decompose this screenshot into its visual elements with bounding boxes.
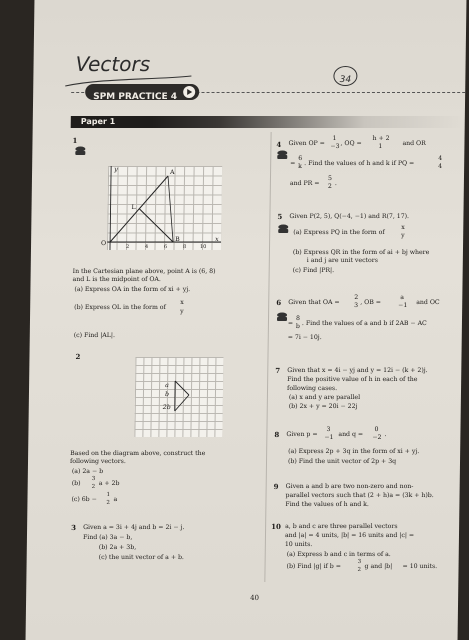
- q4-pq-top: 4: [438, 155, 443, 162]
- q7-part-a: (a) x and y are parallel: [288, 394, 361, 401]
- q2-label-b: b: [164, 391, 169, 398]
- q5-part-a: (a) Express PQ in the form of: [293, 229, 385, 236]
- q9-line2: parallel vectors such that (2 + h)a = (3k + h)b.: [285, 492, 434, 499]
- q4-line3b: .: [334, 180, 337, 187]
- q10-line3: 10 units.: [284, 541, 313, 548]
- q4-line2b: . Find the values of h and k if PQ =: [304, 160, 415, 167]
- q2-part-c-frac-top: 1: [106, 492, 111, 498]
- q7-line2: Find the positive value of h in each of the: [287, 376, 418, 383]
- handwritten-title: Vectors: [75, 52, 151, 76]
- tick-x-6: 6: [163, 244, 168, 250]
- banner: [85, 84, 199, 100]
- q4-pr-top: 5: [327, 175, 332, 182]
- q2-label-a: a: [165, 382, 169, 389]
- tick-x-2: 2: [125, 244, 130, 250]
- q2-part-b-text: a + 2b: [98, 480, 120, 487]
- q8-part-a: (a) Express 2p + 3q in the form of xi + yj.: [288, 448, 420, 455]
- graph-label-a: A: [170, 169, 175, 176]
- q3-number: 3: [71, 523, 77, 532]
- q3-line2: Find (a) 3a − b,: [82, 534, 133, 541]
- q8-q-top: 0: [374, 426, 379, 433]
- q4-op-bottom: −3: [330, 143, 340, 150]
- q5-part-b1: (b) Express QR in the form of ai + bj where: [292, 249, 430, 256]
- play-arrow-icon: [183, 86, 195, 98]
- q1-part-c: (c) Find |AL|.: [73, 332, 116, 339]
- q4-line1b: , OQ =: [340, 140, 362, 147]
- q2-part-c-frac-bottom: 2: [106, 500, 110, 506]
- q10-b-frac-top: 3: [357, 559, 362, 565]
- q7-line1: Given that x = 4i − yj and y = 12i − (k + 2)j.: [287, 367, 428, 374]
- q8-number: 8: [274, 430, 280, 439]
- q1-number: 1: [72, 136, 78, 145]
- exam-icon: [74, 146, 86, 156]
- q5-number: 5: [277, 212, 283, 221]
- q8-q-bottom: −2: [372, 434, 382, 441]
- q1-line2: and L is the midpoint of OA.: [72, 276, 161, 283]
- q3-part-c: (c) the unit vector of a + b.: [98, 554, 184, 561]
- graph-label-o: O: [101, 240, 107, 247]
- q6-line3: = 7i − 10j.: [287, 334, 322, 341]
- q1-vector-top: x: [180, 299, 184, 306]
- paper-bar: [71, 116, 463, 128]
- q4-or-bottom: k: [298, 163, 302, 170]
- q2-vector-grid: [134, 357, 223, 437]
- q10-number: 10: [271, 522, 281, 531]
- graph-label-y: y: [114, 166, 118, 173]
- q7-line3: following cases.: [286, 385, 338, 392]
- score-value: 34: [339, 75, 352, 85]
- q2-part-b-frac-top: 3: [91, 476, 96, 482]
- q7-number: 7: [275, 366, 281, 375]
- q4-or-top: 6: [298, 155, 303, 162]
- q1-line1: In the Cartesian plane above, point A is (6, 8): [72, 268, 216, 275]
- q5-part-b2: i and j are unit vectors: [306, 257, 378, 264]
- graph-label-x: x: [215, 236, 219, 243]
- q6-line2a: =: [287, 320, 294, 327]
- q10-line2: and |a| = 4 units, |b| = 16 units and |c| =: [284, 532, 415, 539]
- q3-line1: Given a = 3i + 4j and b = 2i − j.: [83, 524, 185, 531]
- q7-part-b: (b) 2x + y = 20i − 22j: [288, 403, 358, 410]
- score-circle: [333, 66, 357, 86]
- q4-line1a: Given OP =: [288, 140, 325, 147]
- q5-a-bottom: y: [401, 232, 405, 239]
- q9-line1: Given a and b are two non-zero and non-: [285, 483, 414, 490]
- exam-icon: [276, 312, 288, 322]
- q6-oc-bottom: b: [295, 323, 300, 330]
- q2-label-2b: 2b: [162, 404, 171, 411]
- tick-x-10: 10: [199, 244, 207, 250]
- graph-label-l: L: [131, 204, 136, 211]
- q6-oa-top: 2: [354, 294, 359, 301]
- q9-line3: Find the values of h and k.: [285, 501, 369, 508]
- q4-line1c: and OR: [402, 140, 426, 147]
- q8-p-top: 3: [326, 426, 331, 433]
- q8-p-bottom: −1: [324, 434, 334, 441]
- q10-b-frac-bottom: 2: [357, 567, 362, 573]
- exam-icon: [277, 224, 289, 234]
- q8-part-b: (b) Find the unit vector of 2p + 3q: [287, 458, 397, 465]
- q4-oq-bottom: 1: [378, 143, 383, 150]
- q8-line1b: and q =: [338, 431, 364, 438]
- q10-line1: a, b and c are three parallel vectors: [285, 523, 398, 530]
- q5-a-top: x: [401, 224, 405, 231]
- exam-icon: [276, 150, 288, 160]
- q10-part-a: (a) Express b and c in terms of a.: [286, 551, 391, 558]
- q1-cartesian-graph: [101, 166, 222, 250]
- q6-line1a: Given that OA =: [288, 299, 340, 306]
- q6-line2b: . Find the values of a and b if 2AB − AC: [301, 320, 427, 327]
- page-number: 40: [250, 594, 260, 602]
- q6-line1b: , OB =: [360, 299, 382, 306]
- q4-number: 4: [276, 140, 282, 149]
- q2-part-b-label: (b): [71, 480, 81, 487]
- column-divider: [264, 132, 271, 582]
- q1-part-b: (b) Express OL in the form of: [74, 304, 166, 311]
- q6-number: 6: [276, 298, 282, 307]
- q2-line2: following vectors.: [69, 458, 126, 465]
- q10-part-b-pre: (b) Find |g| if b =: [286, 563, 341, 570]
- q3-part-b: (b) 2a + 3b,: [98, 544, 137, 551]
- tick-x-8: 8: [182, 244, 187, 250]
- graph-label-b: B: [175, 236, 180, 243]
- q4-pr-bottom: 2: [327, 183, 332, 190]
- q6-oa-bottom: 3: [354, 302, 359, 309]
- q2-number: 2: [75, 352, 81, 361]
- q6-line1c: and OC: [416, 299, 440, 306]
- q6-oc-top: 8: [295, 315, 301, 322]
- worksheet-page: [26, 0, 467, 640]
- q2-part-a: (a) 2a − b: [71, 468, 104, 475]
- q4-line3a: and PR =: [289, 180, 320, 187]
- q2-part-c-post: a: [113, 496, 118, 503]
- q4-op-top: 1: [332, 135, 337, 142]
- q9-number: 9: [273, 482, 279, 491]
- q2-part-c-pre: (c) 6b −: [71, 496, 97, 503]
- q1-vector-bottom: y: [180, 308, 184, 315]
- paper-label: Paper 1: [80, 117, 116, 126]
- q5-line1: Given P(2, 5), Q(−4, −1) and R(7, 17).: [289, 213, 410, 220]
- q10-part-b-post: g and |b|: [364, 563, 393, 570]
- q2-line1: Based on the diagram above, construct the: [70, 450, 206, 457]
- q8-line1a: Given p =: [286, 431, 318, 438]
- q6-ob-bottom: −1: [398, 302, 408, 309]
- q5-part-c: (c) Find |PR|.: [292, 267, 335, 274]
- q8-line1c: .: [384, 431, 387, 438]
- q4-oq-top: h + 2: [372, 135, 390, 142]
- banner-title: SPM PRACTICE 4: [93, 92, 178, 102]
- q4-line2a: =: [290, 160, 296, 167]
- q1-part-a: (a) Express OA in the form of xi + yj.: [74, 286, 191, 293]
- q4-pq-bottom: 4: [438, 163, 443, 170]
- q6-ob-top: a: [400, 294, 405, 301]
- q10-part-b-post2: = 10 units.: [402, 563, 438, 570]
- tick-x-4: 4: [144, 244, 149, 250]
- q2-part-b-frac-bottom: 2: [91, 484, 96, 490]
